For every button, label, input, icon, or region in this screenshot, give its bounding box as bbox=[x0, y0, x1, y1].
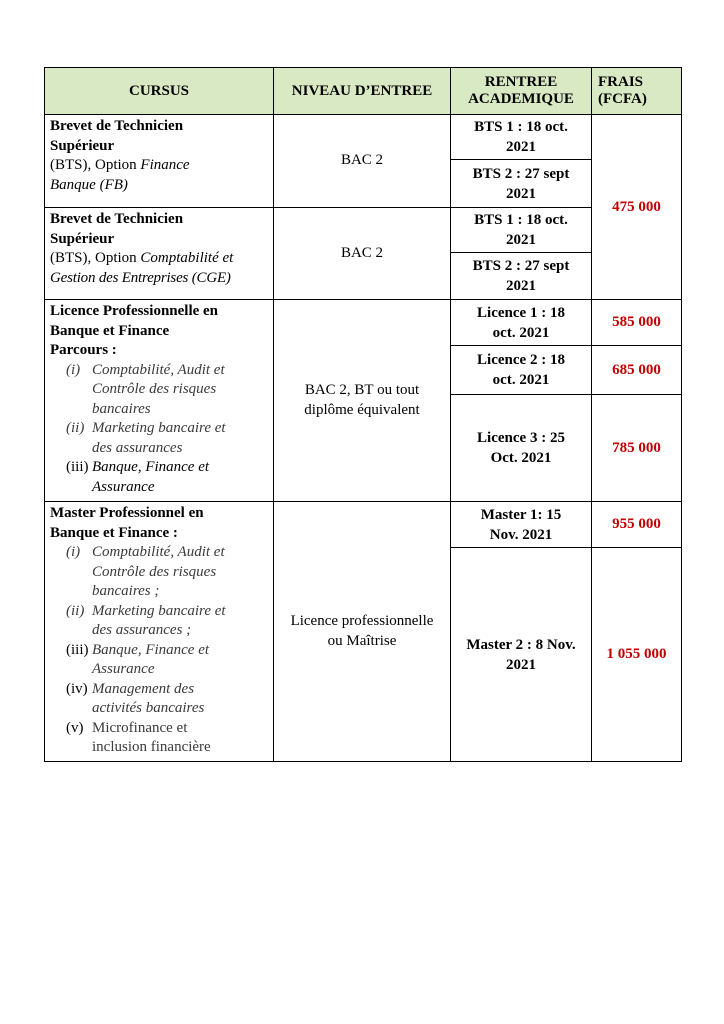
rentree-master-1: Master 1: 15 Nov. 2021 bbox=[451, 502, 592, 548]
header-frais: FRAIS (FCFA) bbox=[592, 68, 682, 115]
rentree-licence-3: Licence 3 : 25 Oct. 2021 bbox=[451, 395, 592, 502]
list-item: (i) Comptabilité, Audit et Contrôle des risques bancaires ; bbox=[66, 544, 225, 599]
cursus-bts-cge: Brevet de Technicien Supérieur (BTS), Option Comptabilité et Gestion des Entreprises (CGE) bbox=[45, 208, 274, 300]
fee-master-2: 1 055 000 bbox=[592, 548, 682, 762]
list-item: (iii) Banque, Finance et Assurance bbox=[66, 459, 210, 495]
list-item: (ii) Marketing bancaire et des assurances bbox=[66, 420, 226, 456]
niveau-licence: BAC 2, BT ou tout diplôme équivalent bbox=[274, 300, 451, 502]
rentree-bts1-cge: BTS 1 : 18 oct. 2021 bbox=[451, 208, 592, 253]
rentree-licence-1: Licence 1 : 18 oct. 2021 bbox=[451, 300, 592, 346]
table-row bbox=[45, 300, 682, 346]
table-row bbox=[45, 115, 682, 160]
fee-licence-1: 585 000 bbox=[592, 300, 682, 346]
master-options bbox=[50, 543, 269, 758]
rentree-master-2: Master 2 : 8 Nov. 2021 bbox=[451, 548, 592, 762]
cursus-master: Master Professionnel en Banque et Finance : (i) Comptabilité, Audit et Contrôle des risques bancaires ; (ii) Marketing bancaire et des assurances ; (iii) Banque, Finance et Assurance (iv) Management des activités bancaires (v) Microfinance et inclusion financière bbox=[45, 502, 274, 762]
header-cursus: CURSUS bbox=[45, 68, 274, 115]
fee-master-1: 955 000 bbox=[592, 502, 682, 548]
fee-licence-3: 785 000 bbox=[592, 395, 682, 502]
list-item: (ii) Marketing bancaire et des assurances ; bbox=[66, 602, 226, 638]
list-item: (v) Microfinance et inclusion financière bbox=[66, 719, 211, 755]
fee-licence-2: 685 000 bbox=[592, 346, 682, 395]
header-rentree: RENTREE ACADEMIQUE bbox=[451, 68, 592, 115]
rentree-licence-2: Licence 2 : 18 oct. 2021 bbox=[451, 346, 592, 395]
niveau-bts-cge: BAC 2 bbox=[274, 208, 451, 300]
list-item: (iv) Management des activités bancaires bbox=[66, 680, 205, 716]
rentree-bts2-fb: BTS 2 : 27 sept 2021 bbox=[451, 160, 592, 208]
cursus-licence: Licence Professionnelle en Banque et Finance Parcours : (i) Comptabilité, Audit et Contrôle des risques bancaires (ii) Marketing bancaire et des assurances (iii) Banque, Finance et Assurance bbox=[45, 300, 274, 502]
fees-table bbox=[44, 67, 682, 762]
rentree-bts1-fb: BTS 1 : 18 oct. 2021 bbox=[451, 115, 592, 160]
table-row bbox=[45, 208, 682, 253]
header-niveau: NIVEAU D’ENTREE bbox=[274, 68, 451, 115]
fee-bts: 475 000 bbox=[592, 115, 682, 300]
rentree-bts2-cge: BTS 2 : 27 sept 2021 bbox=[451, 253, 592, 300]
list-item: (i) Comptabilité, Audit et Contrôle des risques bancaires bbox=[66, 361, 225, 417]
licence-options bbox=[50, 361, 269, 498]
niveau-master: Licence professionnelle ou Maîtrise bbox=[274, 502, 451, 762]
header-row bbox=[45, 68, 682, 115]
list-item: (iii) Banque, Finance et Assurance bbox=[66, 641, 210, 677]
cursus-bts-fb: Brevet de Technicien Supérieur (BTS), Option Finance Banque (FB) bbox=[45, 115, 274, 208]
table-row bbox=[45, 502, 682, 548]
niveau-bts-fb: BAC 2 bbox=[274, 115, 451, 208]
